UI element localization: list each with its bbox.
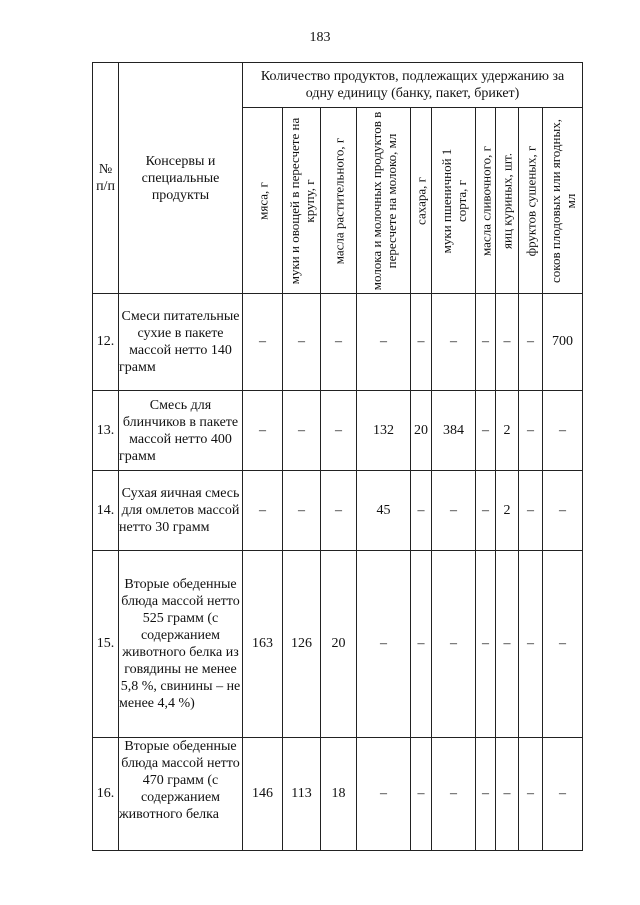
- column-header: фруктов сушеных, г: [519, 108, 543, 294]
- value-cell: –: [321, 471, 357, 551]
- value-cell: 2: [496, 391, 519, 471]
- value-cell: –: [411, 738, 432, 851]
- value-cell: –: [243, 294, 283, 391]
- value-cell: –: [476, 551, 496, 738]
- value-cell: 700: [543, 294, 583, 391]
- value-cell: –: [519, 551, 543, 738]
- value-cell: –: [476, 294, 496, 391]
- table-row: [93, 738, 583, 851]
- row-number: 13.: [93, 391, 119, 471]
- page-number: 183: [309, 30, 331, 45]
- value-cell: 384: [432, 391, 476, 471]
- value-cell: –: [321, 294, 357, 391]
- value-cell: –: [411, 294, 432, 391]
- product-name: Смеси питательные сухие в пакете массой нетто 140 грамм: [119, 294, 243, 391]
- quantity-header: Количество продуктов, подлежащих удержанию за одну единицу (банку, пакет, брикет): [243, 63, 583, 108]
- value-cell: 132: [357, 391, 411, 471]
- value-cell: –: [476, 471, 496, 551]
- value-cell: –: [432, 294, 476, 391]
- row-number: 15.: [93, 551, 119, 738]
- table-header-row: [93, 63, 583, 108]
- value-cell: –: [432, 471, 476, 551]
- value-cell: –: [496, 294, 519, 391]
- column-header: молока и молочных продуктов в пересчете на молоко, мл: [357, 108, 411, 294]
- row-number: 12.: [93, 294, 119, 391]
- value-cell: –: [283, 391, 321, 471]
- value-cell: 126: [283, 551, 321, 738]
- value-cell: –: [357, 294, 411, 391]
- table-row: [93, 294, 583, 391]
- value-cell: 2: [496, 471, 519, 551]
- value-cell: –: [496, 738, 519, 851]
- value-cell: –: [411, 551, 432, 738]
- value-cell: –: [357, 551, 411, 738]
- column-header: яиц куриных, шт.: [496, 108, 519, 294]
- value-cell: 113: [283, 738, 321, 851]
- value-cell: –: [519, 738, 543, 851]
- value-cell: –: [283, 471, 321, 551]
- value-cell: –: [432, 738, 476, 851]
- value-cell: 163: [243, 551, 283, 738]
- value-cell: 146: [243, 738, 283, 851]
- value-cell: –: [243, 391, 283, 471]
- value-cell: –: [432, 551, 476, 738]
- product-name: Вторые обеденные блюда массой нетто 470 грамм (с содержанием животного белка: [119, 738, 243, 851]
- value-cell: –: [357, 738, 411, 851]
- value-cell: 45: [357, 471, 411, 551]
- value-cell: –: [496, 551, 519, 738]
- column-header: муки и овощей в пересчете на крупу, г: [283, 108, 321, 294]
- value-cell: –: [519, 471, 543, 551]
- value-cell: –: [519, 391, 543, 471]
- num-header: № п/п: [93, 63, 119, 294]
- value-cell: –: [543, 738, 583, 851]
- products-table: [92, 62, 583, 851]
- table-row: [93, 471, 583, 551]
- value-cell: –: [243, 471, 283, 551]
- value-cell: –: [321, 391, 357, 471]
- value-cell: –: [519, 294, 543, 391]
- value-cell: –: [283, 294, 321, 391]
- product-header: Консервы и специальные продукты: [119, 63, 243, 294]
- value-cell: –: [543, 391, 583, 471]
- column-header: мяса, г: [243, 108, 283, 294]
- column-header: масла сливочного, г: [476, 108, 496, 294]
- table-row: [93, 391, 583, 471]
- value-cell: –: [543, 551, 583, 738]
- value-cell: –: [411, 471, 432, 551]
- value-cell: –: [476, 391, 496, 471]
- column-header: масла растительного, г: [321, 108, 357, 294]
- column-header: соков плодовых или ягодных, мл: [543, 108, 583, 294]
- row-number: 16.: [93, 738, 119, 851]
- value-cell: –: [543, 471, 583, 551]
- value-cell: 18: [321, 738, 357, 851]
- product-name: Смесь для блинчиков в пакете массой нетто 400 грамм: [119, 391, 243, 471]
- column-header: сахара, г: [411, 108, 432, 294]
- product-name: Вторые обеденные блюда массой нетто 525 грамм (с содержанием животного белка из говядины не менее 5,8 %, свинины – не менее 4,4 %): [119, 551, 243, 738]
- table-row: [93, 551, 583, 738]
- value-cell: –: [476, 738, 496, 851]
- product-name: Сухая яичная смесь для омлетов массой нетто 30 грамм: [119, 471, 243, 551]
- column-header: муки пшеничной 1 сорта, г: [432, 108, 476, 294]
- row-number: 14.: [93, 471, 119, 551]
- value-cell: 20: [321, 551, 357, 738]
- value-cell: 20: [411, 391, 432, 471]
